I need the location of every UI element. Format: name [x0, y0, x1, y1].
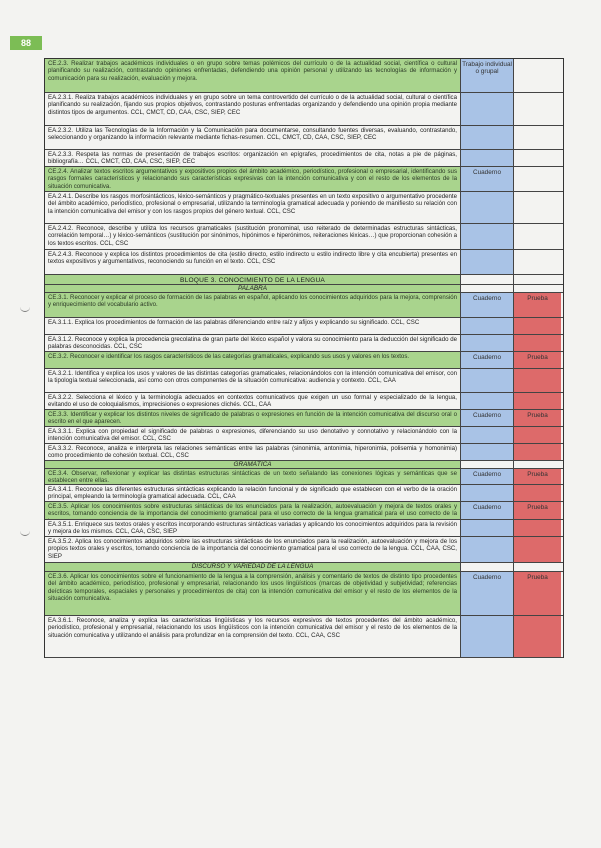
criterion-row — [45, 469, 563, 485]
standard-text: EA.2.3.2. Utiliza las Tecnologías de la Información y la Comunicación para documentarse, consultando fuentes diversas, evaluando, contrastando, seleccionando y organizando la información relevante mediante fichas-resumen. CCL, CMCT, CD, CAA, CSC, SIEP, CEC — [48, 127, 457, 142]
criterion-text: CE.3.4. Observar, reflexionar y explicar las distintas estructuras sintácticas de un texto señalando las conexiones lógicas y semánticas que se establecen entre ellas. — [45, 469, 460, 484]
empty-cell — [460, 563, 513, 571]
instrument-label: Cuaderno — [460, 167, 513, 191]
empty-cell — [513, 520, 561, 536]
standard-text: EA.2.3.1. Realiza trabajos académicos individuales y en grupo sobre un tema controvertido del currículo o de la actualidad social, cultural o científica planificando su realización, fijando sus propios objetivos, contrastando posturas enfrentadas organizando y defendiendo una opinión propia mediante distintos tipos de argumentos. CCL, CMCT, CD, CAA, CSC, SIEP, CEC — [48, 94, 457, 116]
empty-cell — [460, 126, 513, 149]
empty-cell — [460, 93, 513, 125]
empty-cell — [513, 285, 561, 292]
standard-text: EA.3.5.1. Enriquece sus textos orales y escritos incorporando estructuras sintácticas variadas y aplicando los conocimientos adquiridos para la revisión y mejora de los mismos. CCL, CAA, CSC, SIEP — [48, 521, 457, 536]
empty-cell — [460, 485, 513, 501]
empty-cell — [513, 444, 561, 460]
standard-row — [45, 150, 563, 167]
instrument-label: Cuaderno — [460, 293, 513, 317]
standard-row — [45, 93, 563, 126]
standard-row — [45, 427, 563, 444]
standard-row — [45, 335, 563, 352]
instrument-label: Cuaderno — [460, 410, 513, 426]
standard-text: EA.3.3.2. Reconoce, analiza e interpreta las relaciones semánticas entre las palabras (sinonimia, antonimia, hiperonimia, polisemia y homonimia) como procedimiento de cohesión textual. CCL, CSC — [48, 445, 457, 460]
criterion-text: CE.3.5. Aplicar los conocimientos sobre estructuras sintácticas de los enunciados para la realización, autoevaluación y mejora de textos orales y escritos, tomando conciencia de la importancia del conocimiento gramatical para el uso correcto de la lengua gramatical para el uso correcto de la — [45, 502, 460, 519]
standard-text: EA.3.2.1. Identifica y explica los usos y valores de las distintas categorías gramaticales, relacionándolos con la intención comunicativa del emisor, con la tipología textual seleccionada, así como con otros componentes de la situación comunicativa: audiencia y contexto. CCL, CAA — [48, 370, 457, 385]
instrument-label: Cuaderno — [460, 469, 513, 484]
standard-row — [45, 485, 563, 502]
criterion-text: CE.3.1. Reconocer y explicar el proceso de formación de las palabras en español, aplicando los conocimientos adquiridos para la mejora, comprensión y enriquecimiento del vocabulario activo. — [45, 293, 460, 317]
criterion-text: CE.2.3. Realizar trabajos académicos individuales o en grupo sobre temas polémicos del currículo o de la actualidad social, científica o cultural planificando su realización, contrastando opiniones enfrentadas, defendiendo una opinión personal y utilizando las tecnologías de información y comunicación para su realización, evaluación y mejora. — [45, 59, 460, 92]
empty-cell — [460, 616, 513, 657]
standard-text: EA.2.4.1. Describe los rasgos morfosintácticos, léxico-semánticos y pragmático-textuales presentes en un texto expositivo o argumentativo procedente del ámbito académico, periodístico, profesional o empresarial, utilizando la terminología gramatical adecuada y poniendo de manifiesto su relación con la intención comunicativa del emisor y con los rasgos propios del género textual. CCL, CSC — [48, 193, 457, 215]
standard-row — [45, 616, 563, 658]
instrument-label: Cuaderno — [460, 572, 513, 615]
empty-cell — [460, 224, 513, 249]
empty-cell — [460, 192, 513, 223]
standard-row — [45, 192, 563, 224]
empty-cell — [513, 537, 561, 562]
empty-cell — [460, 318, 513, 334]
empty-cell — [513, 461, 561, 468]
empty-cell — [513, 250, 561, 274]
standard-text: EA.3.1.2. Reconoce y explica la procedencia grecolatina de gran parte del léxico español y valora su conocimiento para la deducción del significado de palabras desconocidas. CCL, CSC — [48, 336, 457, 351]
criterion-row — [45, 167, 563, 192]
empty-cell — [460, 444, 513, 460]
empty-cell — [460, 250, 513, 274]
block-header — [45, 275, 563, 285]
empty-cell — [513, 563, 561, 571]
standard-row — [45, 224, 563, 250]
criterion-text: CE.2.4. Analizar textos escritos argumentativos y expositivos propios del ámbito académico, periodístico, profesional o empresarial, identificando sus rasgos formales característicos y relacionando sus características expresivas con la intención comunicativa y con el resto de los elementos de la situación comunicativa. — [45, 167, 460, 191]
empty-cell — [460, 285, 513, 292]
empty-cell — [460, 520, 513, 536]
criterion-row — [45, 59, 563, 93]
assessment-label: Prueba — [513, 410, 561, 426]
standard-row — [45, 318, 563, 335]
empty-cell — [513, 335, 561, 351]
criteria-table — [44, 58, 564, 658]
standard-text: EA.3.6.1. Reconoce, analiza y explica las características lingüísticas y los recursos expresivos de textos procedentes del ámbito académico, periodístico, profesional y empresarial, relacionando los usos lingüísticos con la intención comunicativa del emisor y el resto de los elementos de la situación comunicativa y utilizando el análisis para profundizar en la comprensión del texto. CCL, CAA, CSC — [48, 617, 457, 639]
section-title: GRAMÁTICA — [45, 461, 460, 468]
criterion-text: CE.3.6. Aplicar los conocimientos sobre el funcionamiento de la lengua a la comprensión, análisis y comentario de textos de distinto tipo procedentes del ámbito académico, periodístico, profesional y empresarial, relacionando los usos lingüísticos (marcas de objetividad y subjetividad; referencias deícticas temporales, espaciales y personales y procedimientos de cita) con la intención comunicativa del emisor y el resto de los elementos de la situación comunicativa. — [45, 572, 460, 615]
standard-row — [45, 126, 563, 150]
empty-cell — [460, 393, 513, 409]
empty-cell — [513, 93, 561, 125]
empty-cell — [513, 126, 561, 149]
pen-mark — [20, 306, 30, 312]
empty-cell — [460, 369, 513, 392]
criterion-row — [45, 410, 563, 427]
criterion-text: CE.3.3. Identificar y explicar los distintos niveles de significado de palabras o expresiones en función de la intención comunicativa del discurso oral o escrito en el que aparecen. — [45, 410, 460, 426]
pen-mark — [20, 530, 30, 536]
standard-row — [45, 537, 563, 563]
section-header — [45, 563, 563, 572]
assessment-label: Prueba — [513, 352, 561, 368]
standard-text: EA.3.1.1. Explica los procedimientos de formación de las palabras diferenciando entre raíz y afijos y explicando su significado. CCL, CSC — [48, 319, 420, 326]
page-number: 88 — [10, 36, 42, 50]
assessment-label: Prueba — [513, 502, 561, 519]
standard-row — [45, 369, 563, 393]
empty-cell — [513, 485, 561, 501]
standard-row — [45, 444, 563, 461]
empty-cell — [513, 59, 561, 92]
standard-text: EA.2.4.2. Reconoce, describe y utiliza los recursos gramaticales (sustitución pronominal, uso reiterado de determinadas estructuras sintácticas, correlación temporal…) y léxico-semánticos (sustitución por sinónimos, hipónimos e hiperónimos, reiteraciones léxicas…) que proporcionan cohesión a los textos escritos. CCL, CSC — [48, 225, 457, 247]
block-title: BLOQUE 3. CONOCIMIENTO DE LA LENGUA — [45, 275, 460, 284]
section-header — [45, 285, 563, 293]
assessment-label: Prueba — [513, 469, 561, 484]
empty-cell — [460, 461, 513, 468]
assessment-label: Prueba — [513, 572, 561, 615]
empty-cell — [513, 150, 561, 166]
empty-cell — [513, 224, 561, 249]
empty-cell — [513, 616, 561, 657]
section-title: DISCURSO Y VARIEDAD DE LA LENGUA — [45, 563, 460, 571]
empty-cell — [513, 167, 561, 191]
empty-cell — [460, 537, 513, 562]
criterion-row — [45, 293, 563, 318]
empty-cell — [513, 427, 561, 443]
empty-cell — [513, 275, 561, 284]
instrument-label: Trabajo individual o grupal — [460, 59, 513, 92]
assessment-label: Prueba — [513, 293, 561, 317]
criterion-row — [45, 352, 563, 369]
criterion-row — [45, 572, 563, 616]
section-title: PALABRA — [45, 285, 460, 292]
standard-text: EA.3.3.1. Explica con propiedad el significado de palabras o expresiones, diferenciando su uso denotativo y connotativo y relacionándolo con la intención comunicativa del emisor. CCL, CSC — [48, 428, 457, 443]
standard-text: EA.2.4.3. Reconoce y explica los distintos procedimientos de cita (estilo directo, estilo indirecto u estilo indirecto libre y cita encubierta) presentes en textos expositivos y argumentativos, reconociendo su función en el texto. CCL, CSC — [48, 251, 457, 266]
criterion-row — [45, 502, 563, 520]
empty-cell — [513, 369, 561, 392]
instrument-label: Cuaderno — [460, 352, 513, 368]
standard-row — [45, 520, 563, 537]
standard-text: EA.3.2.2. Selecciona el léxico y la terminología adecuados en contextos comunicativos que exigen un uso formal y especializado de la lengua, evitando el uso de coloquialismos, imprecisiones o expresiones clichés. CCL, CAA — [48, 394, 457, 409]
standard-text: EA.3.4.1. Reconoce las diferentes estructuras sintácticas explicando la relación funcional y de significado que establecen con el verbo de la oración principal, empleando la terminología gramatical adecuada. CCL, CAA — [48, 486, 457, 501]
empty-cell — [460, 427, 513, 443]
empty-cell — [513, 192, 561, 223]
empty-cell — [513, 318, 561, 334]
empty-cell — [460, 275, 513, 284]
empty-cell — [460, 335, 513, 351]
section-header — [45, 461, 563, 469]
standard-text: EA.2.3.3. Respeta las normas de presentación de trabajos escritos: organización en epígrafes, procedimientos de cita, notas a pie de páginas, bibliografía… CCL, CMCT, CD, CAA, CSC, SIEP, CEC — [48, 151, 457, 166]
standard-text: EA.3.5.2. Aplica los conocimientos adquiridos sobre las estructuras sintácticas de los enunciados para la realización, autoevaluación y mejora de los propios textos orales y escritos, tomando conciencia de la importancia del conocimiento gramatical para el uso correcto de la lengua. CCL, CAA, CSC, SIEP — [48, 538, 457, 560]
standard-row — [45, 393, 563, 410]
empty-cell — [513, 393, 561, 409]
criterion-text: CE.3.2. Reconocer e identificar los rasgos característicos de las categorías gramaticales, explicando sus usos y valores en los textos. — [45, 352, 460, 368]
instrument-label: Cuaderno — [460, 502, 513, 519]
empty-cell — [460, 150, 513, 166]
standard-row — [45, 250, 563, 275]
